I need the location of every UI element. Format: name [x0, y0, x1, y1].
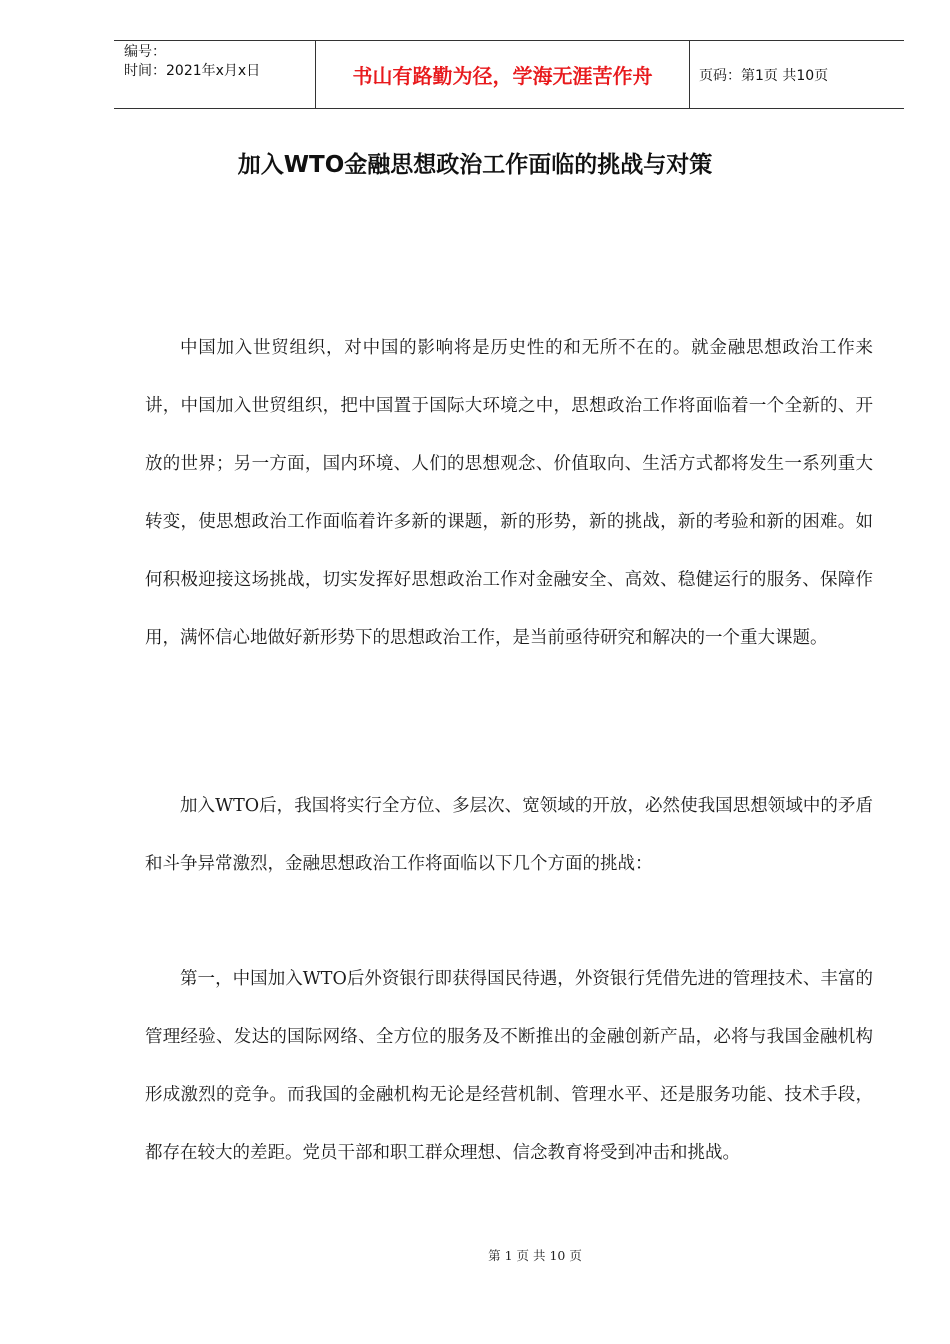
paragraph-3: 第一，中国加入WTO后外资银行即获得国民待遇，外资银行凭借先进的管理技术、丰富的管理经验、发达的国际网络、全方位的服务及不断推出的金融创新产品，必将与我国金融机构形成激烈的竞争。而我国的金融机构无论是经营机制、管理水平、还是服务功能、技术手段，都存在较大的差距。党员干部和职工群众理想、信念教育将受到冲击和挑战。: [145, 969, 873, 1163]
header-motto: 书山有路勤为径，学海无涯苦作舟: [316, 41, 690, 108]
document-title: 加入WTO金融思想政治工作面临的挑战与对策: [237, 152, 713, 178]
paragraph-1: 中国加入世贸组织，对中国的影响将是历史性的和无所不在的。就金融思想政治工作来讲，中国加入世贸组织，把中国置于国际大环境之中，思想政治工作将面临着一个全新的、开放的世界；另一方面，国内环境、人们的思想观念、价值取向、生活方式都将发生一系列重大转变，使思想政治工作面临着许多新的课题，新的形势，新的挑战，新的考验和新的困难。如何积极迎接这场挑战，切实发挥好思想政治工作对金融安全、高效、稳健运行的服务、保障作用，满怀信心地做好新形势下的思想政治工作，是当前亟待研究和解决的一个重大课题。: [145, 338, 873, 648]
paragraph-2: 加入WTO后，我国将实行全方位、多层次、宽领域的开放，必然使我国思想领域中的矛盾和斗争异常激烈，金融思想政治工作将面临以下几个方面的挑战：: [145, 796, 873, 874]
header-page-info: 页码：第1页 共10页: [699, 67, 829, 84]
header-meta-cell: [114, 41, 316, 108]
header-table: [114, 40, 904, 109]
time-label: 时间：2021年x月x日: [124, 63, 261, 79]
page-footer: 第 1 页 共 10 页: [488, 1248, 582, 1263]
number-label: 编号：: [124, 44, 166, 60]
